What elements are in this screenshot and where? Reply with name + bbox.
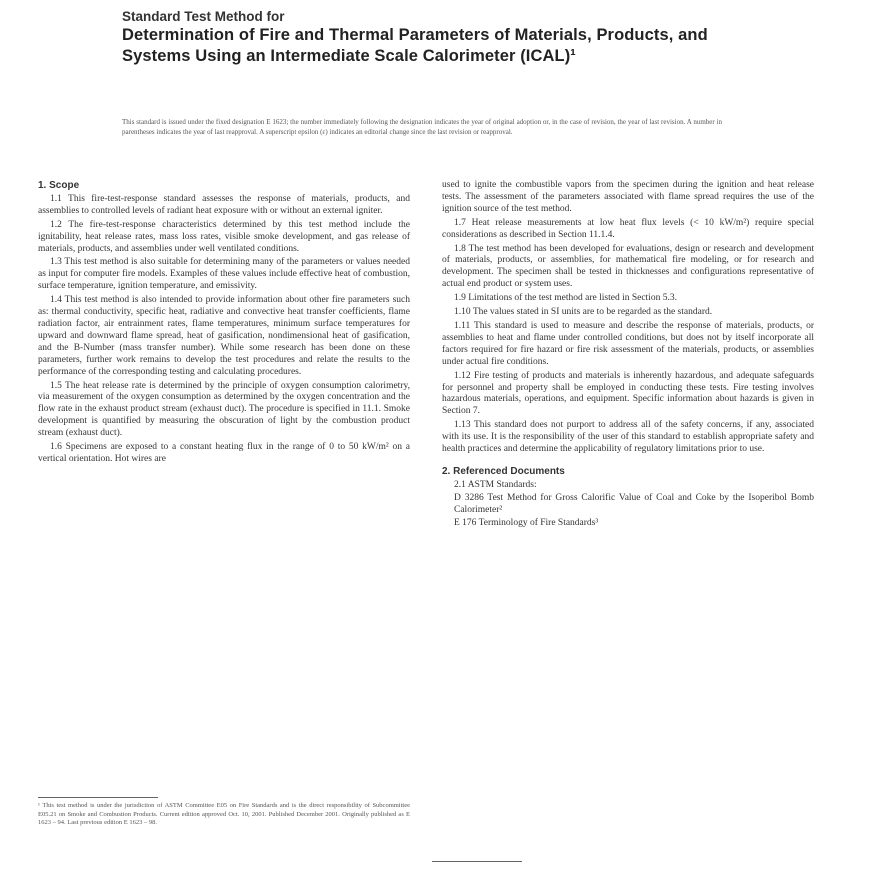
reference-item: E 176 Terminology of Fire Standards³ <box>454 517 599 528</box>
section-2-heading: 2. Referenced Documents <box>442 465 565 477</box>
paragraph-1-6-continued: used to ignite the combustible vapors from the specimen during the ignition and heat release tests. The assessment of the parameters associated with flame spread requires the use of the ignition source of the test method. <box>442 180 814 214</box>
issuance-note: This standard is issued under the fixed designation E 1623; the number immediately following the designation indicates the year of original adoption or, in the case of revision, the year of last revision. A number in parentheses indicates the year of last reapproval. A superscript epsilon (ε) indicates an editorial change since the last revision or reapproval. <box>122 118 722 136</box>
footnote-rule-left <box>38 797 158 798</box>
reference-item: 2.1 ASTM Standards: <box>454 479 537 490</box>
reference-item: D 3286 Test Method for Gross Calorific Value of Coal and Coke by the Isoperibol Bomb Calorimeter² <box>454 492 814 515</box>
paragraph-1-11: 1.11 This standard is used to measure and describe the response of materials, products, or assemblies to heat and flame under controlled conditions, but does not by itself incorporate all factors required for fire hazard or fire risk assessment of the materials, products, or assemblies under actual fire conditions. <box>442 320 814 367</box>
paragraph-1-4: 1.4 This test method is also intended to provide information about other fire parameters such as: thermal conductivity, specific heat, radiative and convective heat transfer coefficients, flame radiation factor, air entrainment rates, flame temperatures, minimum surface temperatures for upward and downward flame spread, heat of gasification, nondimensional heat of gasification, and the B-Number (mass transfer number). While some research has been done on these parameters, further work remains to develop the test procedures and relate the results to the performance of the corresponding testing and calculating procedures. <box>38 295 410 377</box>
paragraph-1-6: 1.6 Specimens are exposed to a constant heating flux in the range of 0 to 50 kW/m² on a vertical orientation. Hot wires are <box>38 442 410 464</box>
paragraph-1-8: 1.8 The test method has been developed for evaluations, design or research and development of materials, products, or assemblies, for mathematical fire modeling, or for research and development. The specimen shall be tested in thicknesses and configurations representative of actual end product or system uses. <box>442 243 814 290</box>
paragraph-1-9: 1.9 Limitations of the test method are listed in Section 5.3. <box>454 293 677 304</box>
left-column <box>38 180 410 468</box>
title-block <box>122 8 762 67</box>
footnote: ¹ This test method is under the jurisdiction of ASTM Committee E05 on Fire Standards and is the direct responsibility of Subcommittee E05.21 on Smoke and Combustion Products. Current edition approved Oct. 10, 2001. Published December 2001. Originally published as E 1623 – 94. Last previous edition E 1623 – 98. <box>38 802 410 826</box>
paragraph-1-12: 1.12 Fire testing of products and materials is inherently hazardous, and adequate safeguards for personnel and property shall be employed in conducting these tests. Fire testing involves hazardous materials, operations, and equipment. Specific information about hazards is given in Section 7. <box>442 370 814 417</box>
paragraph-1-10: 1.10 The values stated in SI units are to be regarded as the standard. <box>454 307 713 318</box>
paragraph-1-5: 1.5 The heat release rate is determined by the principle of oxygen consumption calorimetry, via measurement of the oxygen consumption as determined by the oxygen concentration and the flow rate in the exhaust product stream (exhaust duct). The procedure is specified in 11.1. Smoke development is quantified by measuring the obscuration of light by the combustion product stream (exhaust duct). <box>38 380 410 439</box>
paragraph-1-3: 1.3 This test method is also suitable for determining many of the parameters or values needed as input for computer fire models. Examples of these values include effective heat of combustion, surface temperature, ignition temperature, and emissivity. <box>38 257 410 292</box>
right-column <box>442 180 814 530</box>
paragraph-1-7: 1.7 Heat release measurements at low heat flux levels (< 10 kW/m²) require special considerations as described in Section 11.1.4. <box>442 217 814 240</box>
paragraph-1-1: 1.1 This fire-test-response standard assesses the response of materials, products, and assemblies to controlled levels of radiant heat exposure with or without an external igniter. <box>38 193 410 216</box>
document-title: Determination of Fire and Thermal Parameters of Materials, Products, and Systems Using an Intermediate Scale Calorimeter (ICAL)¹ <box>122 26 708 65</box>
paragraph-1-13: 1.13 This standard does not purport to address all of the safety concerns, if any, associated with its use. It is the responsibility of the user of this standard to establish appropriate safety and health practices and determine the applicability of regulatory limitations prior to use. <box>442 420 814 455</box>
section-1-heading: 1. Scope <box>38 180 80 191</box>
footnote-rule-right <box>432 861 522 862</box>
paragraph-1-2: 1.2 The fire-test-response characteristics determined by this test method include the ignitability, heat release rates, mass loss rates, visible smoke development, and gas release of materials, products, and assemblies under well ventilated conditions. <box>38 219 410 254</box>
document-subtitle: Standard Test Method for <box>122 9 285 24</box>
